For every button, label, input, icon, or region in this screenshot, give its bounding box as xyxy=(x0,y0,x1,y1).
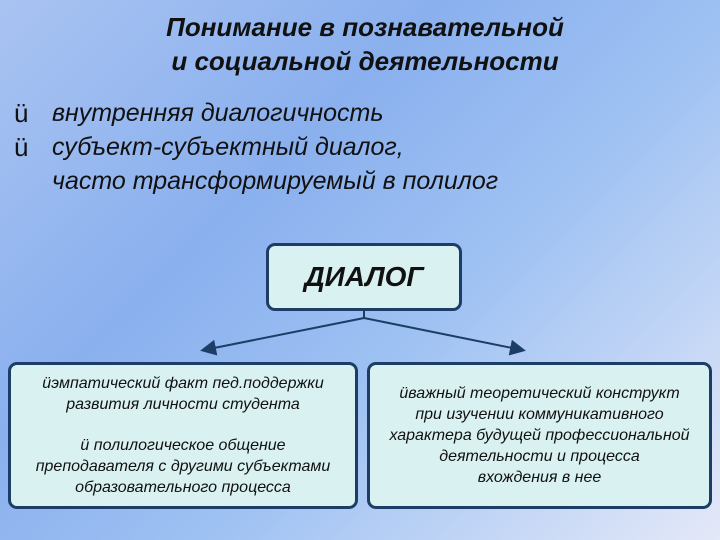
dialog-box: ДИАЛОГ xyxy=(266,243,462,311)
left-item-2-line-2: преподавателя с другими субъектами xyxy=(35,458,331,475)
left-item-1-line-1: üэмпатический факт пед.поддержки xyxy=(42,375,324,392)
left-item-2-line-3: образовательного процесса xyxy=(75,479,291,496)
checkmark-icon: ü xyxy=(14,132,29,162)
arrow-left xyxy=(204,311,364,350)
left-item-1-line-2: развития личности студента xyxy=(66,396,300,413)
right-line-1: üважный теоретический конструкт xyxy=(399,385,680,402)
title-line-2: и социальной деятельности xyxy=(171,46,559,76)
title-line-1: Понимание в познавательной xyxy=(166,12,564,42)
arrow-right xyxy=(364,318,522,350)
right-line-5: вхождения в нее xyxy=(477,469,602,486)
right-line-4: деятельности и процесса xyxy=(439,448,640,465)
right-line-2: при изучении коммуникативного xyxy=(415,406,664,423)
left-item-2-line-1: ü полилогическое общение xyxy=(80,437,286,454)
left-box xyxy=(8,362,358,509)
right-line-3: характера будущей профессиональной xyxy=(389,427,690,444)
right-box xyxy=(367,362,712,509)
bullet-continuation: часто трансформируемый в полилог xyxy=(52,167,499,195)
bullet-text: внутренняя диалогичность xyxy=(52,99,384,127)
checkmark-icon: ü xyxy=(14,98,29,128)
bullet-text: субъект-субъектный диалог, xyxy=(52,133,404,161)
